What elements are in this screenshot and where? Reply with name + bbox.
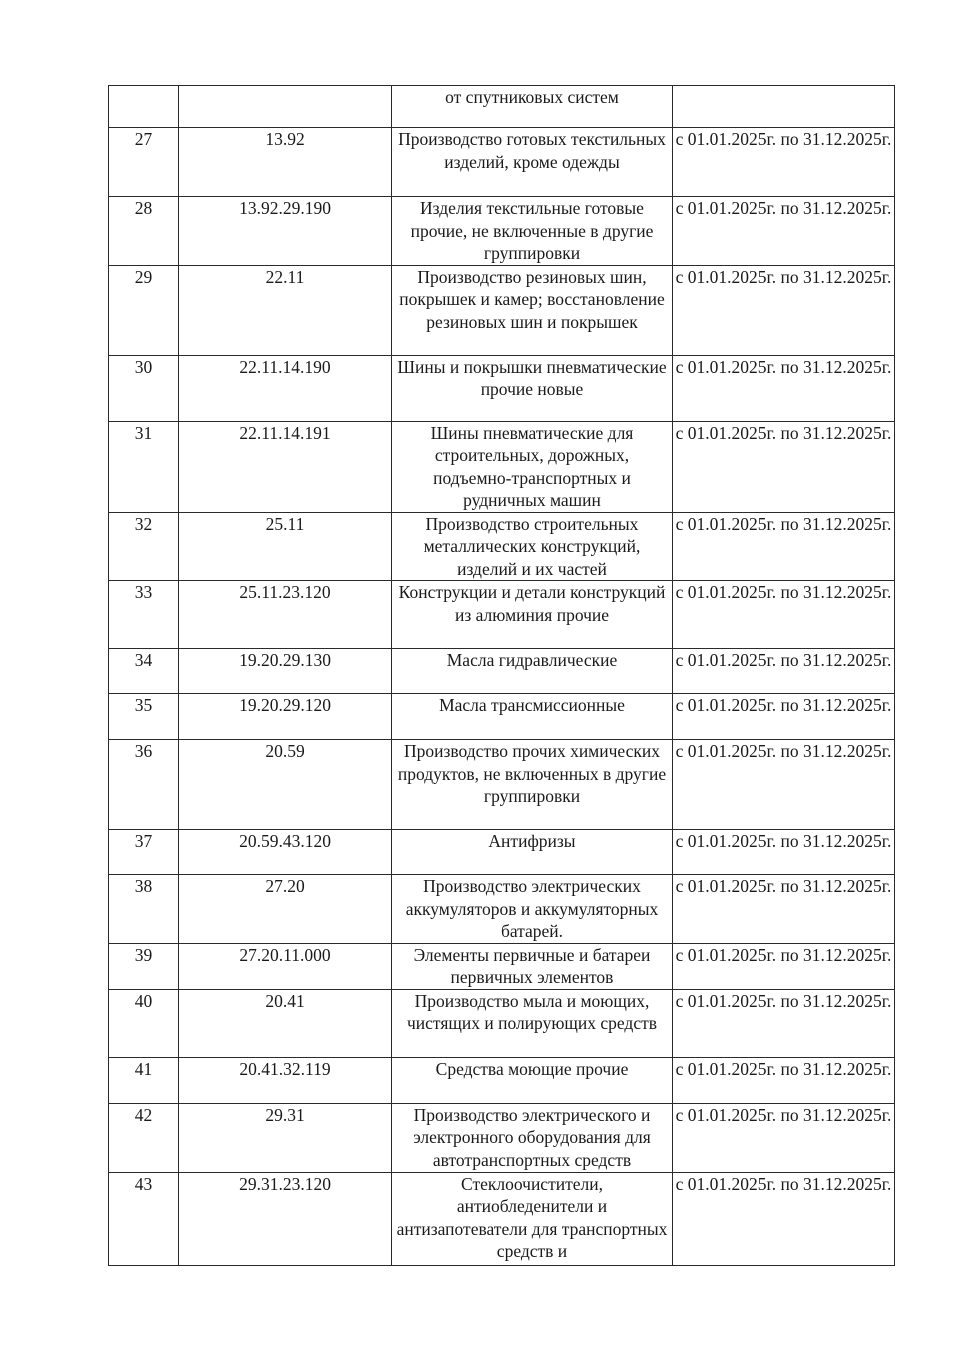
row-name: Изделия текстильные готовые прочие, не включенные в другие группировки [392, 197, 673, 266]
row-period: с 01.01.2025г. по 31.12.2025г. [673, 649, 895, 694]
row-number: 43 [109, 1172, 179, 1265]
row-code: 25.11.23.120 [179, 581, 392, 649]
table-body [109, 86, 895, 1266]
row-period: с 01.01.2025г. по 31.12.2025г. [673, 875, 895, 944]
row-number: 38 [109, 875, 179, 944]
row-code: 29.31.23.120 [179, 1172, 392, 1265]
row-number: 40 [109, 989, 179, 1057]
table-row [109, 421, 895, 512]
row-period: с 01.01.2025г. по 31.12.2025г. [673, 581, 895, 649]
row-name: Производство прочих химических продуктов, не включенных в другие группировки [392, 740, 673, 830]
row-number [109, 86, 179, 128]
row-number: 35 [109, 694, 179, 740]
row-code: 20.41.32.119 [179, 1057, 392, 1103]
table-row [109, 197, 895, 266]
row-number: 33 [109, 581, 179, 649]
row-period: с 01.01.2025г. по 31.12.2025г. [673, 355, 895, 421]
row-name: Средства моющие прочие [392, 1057, 673, 1103]
row-name: Производство строительных металлических конструкций, изделий и их частей [392, 512, 673, 581]
row-period: с 01.01.2025г. по 31.12.2025г. [673, 943, 895, 989]
row-code: 19.20.29.120 [179, 694, 392, 740]
table-row [109, 649, 895, 694]
row-code: 22.11.14.190 [179, 355, 392, 421]
row-code: 25.11 [179, 512, 392, 581]
row-number: 27 [109, 128, 179, 197]
row-number: 37 [109, 830, 179, 875]
row-name: Производство мыла и моющих, чистящих и полирующих средств [392, 989, 673, 1057]
row-number: 30 [109, 355, 179, 421]
row-name: Производство резиновых шин, покрышек и камер; восстановление резиновых шин и покрышек [392, 265, 673, 355]
row-code: 20.59.43.120 [179, 830, 392, 875]
table-row [109, 694, 895, 740]
okved-table [108, 85, 895, 1266]
row-name: Шины пневматические для строительных, дорожных, подъемно-транспортных и рудничных машин [392, 421, 673, 512]
row-code: 27.20.11.000 [179, 943, 392, 989]
row-name: Антифризы [392, 830, 673, 875]
table-row [109, 1103, 895, 1172]
row-period: с 01.01.2025г. по 31.12.2025г. [673, 1172, 895, 1265]
row-number: 36 [109, 740, 179, 830]
row-period [673, 86, 895, 128]
row-period: с 01.01.2025г. по 31.12.2025г. [673, 989, 895, 1057]
row-number: 41 [109, 1057, 179, 1103]
row-period: с 01.01.2025г. по 31.12.2025г. [673, 1057, 895, 1103]
table-row [109, 875, 895, 944]
table-row [109, 1057, 895, 1103]
row-period: с 01.01.2025г. по 31.12.2025г. [673, 694, 895, 740]
row-number: 39 [109, 943, 179, 989]
row-name: Стеклоочистители, антиобледенители и антизапотеватели для транспортных средств и [392, 1172, 673, 1265]
table-row [109, 128, 895, 197]
row-period: с 01.01.2025г. по 31.12.2025г. [673, 265, 895, 355]
row-number: 42 [109, 1103, 179, 1172]
row-code [179, 86, 392, 128]
row-number: 28 [109, 197, 179, 266]
table-row [109, 740, 895, 830]
table-row [109, 989, 895, 1057]
row-name: Масла трансмиссионные [392, 694, 673, 740]
row-number: 32 [109, 512, 179, 581]
row-code: 13.92.29.190 [179, 197, 392, 266]
table-row [109, 355, 895, 421]
row-code: 13.92 [179, 128, 392, 197]
row-code: 22.11 [179, 265, 392, 355]
table-row [109, 86, 895, 128]
table-row [109, 943, 895, 989]
row-number: 29 [109, 265, 179, 355]
row-period: с 01.01.2025г. по 31.12.2025г. [673, 512, 895, 581]
row-name: Производство электрических аккумуляторов и аккумуляторных батарей. [392, 875, 673, 944]
row-code: 27.20 [179, 875, 392, 944]
table-row [109, 265, 895, 355]
row-period: с 01.01.2025г. по 31.12.2025г. [673, 197, 895, 266]
row-period: с 01.01.2025г. по 31.12.2025г. [673, 128, 895, 197]
row-name: Конструкции и детали конструкций из алюминия прочие [392, 581, 673, 649]
row-name: от спутниковых систем [392, 86, 673, 128]
row-period: с 01.01.2025г. по 31.12.2025г. [673, 830, 895, 875]
row-code: 19.20.29.130 [179, 649, 392, 694]
table-row [109, 512, 895, 581]
row-code: 20.59 [179, 740, 392, 830]
row-code: 20.41 [179, 989, 392, 1057]
row-name: Производство электрического и электронного оборудования для автотранспортных средств [392, 1103, 673, 1172]
row-period: с 01.01.2025г. по 31.12.2025г. [673, 421, 895, 512]
row-name: Элементы первичные и батареи первичных элементов [392, 943, 673, 989]
table-row [109, 1172, 895, 1265]
row-number: 31 [109, 421, 179, 512]
row-code: 29.31 [179, 1103, 392, 1172]
row-name: Шины и покрышки пневматические прочие новые [392, 355, 673, 421]
row-period: с 01.01.2025г. по 31.12.2025г. [673, 740, 895, 830]
row-number: 34 [109, 649, 179, 694]
table-row [109, 581, 895, 649]
row-code: 22.11.14.191 [179, 421, 392, 512]
table-row [109, 830, 895, 875]
row-name: Производство готовых текстильных изделий, кроме одежды [392, 128, 673, 197]
row-name: Масла гидравлические [392, 649, 673, 694]
row-period: с 01.01.2025г. по 31.12.2025г. [673, 1103, 895, 1172]
